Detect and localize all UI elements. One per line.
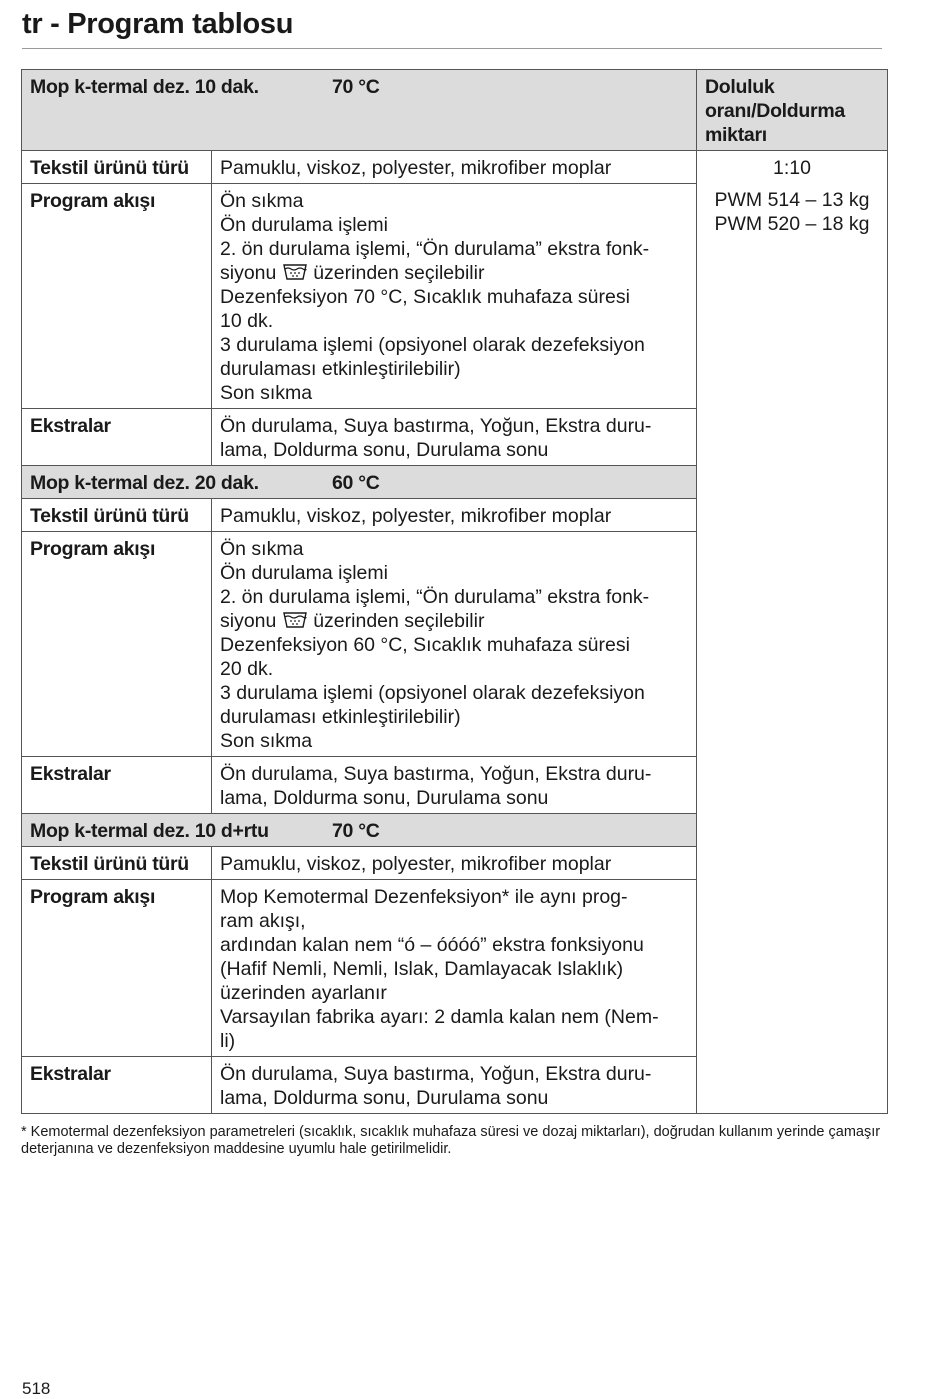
value-line: ardından kalan nem “ó – óóóó” ekstra fonksiyonu — [220, 934, 644, 956]
row-label: Ekstralar — [22, 409, 212, 466]
program-name: Mop k-termal dez. 20 dak. — [30, 472, 259, 494]
row-value — [212, 1057, 697, 1114]
value-line: 3 durulama işlemi (opsiyonel olarak dezefeksiyon — [220, 682, 645, 704]
value-line: Dezenfeksiyon 60 °C, Sıcaklık muhafaza süresi — [220, 634, 630, 656]
page-number: 518 — [22, 1379, 51, 1398]
value-line: li) — [220, 1030, 236, 1052]
value-line: 3 durulama işlemi (opsiyonel olarak dezefeksiyon — [220, 334, 645, 356]
row-value — [212, 499, 697, 532]
value-line: Dezenfeksiyon 70 °C, Sıcaklık muhafaza süresi — [220, 286, 630, 308]
row-value — [212, 847, 697, 880]
row-value — [212, 757, 697, 814]
row-value — [212, 880, 697, 1057]
value-line: 2. ön durulama işlemi, “Ön durulama” ekstra fonk- — [220, 586, 650, 608]
value-line: Ön sıkma — [220, 190, 304, 212]
value-line: Ön sıkma — [220, 538, 304, 560]
page-title: tr - Program tablosu — [22, 8, 294, 40]
value-line: durulaması etkinleştirilebilir) — [220, 706, 461, 728]
program-temperature: 70 °C — [332, 820, 380, 842]
value-line: siyonu üzerinden seçilebilir — [220, 262, 485, 284]
value-line: Varsayılan fabrika ayarı: 2 damla kalan nem (Nem- — [220, 1006, 659, 1028]
row-label: Ekstralar — [22, 757, 212, 814]
program-name: Mop k-termal dez. 10 d+rtu — [30, 820, 269, 842]
prewash-icon — [282, 263, 308, 281]
fill-ratio-cell — [697, 151, 888, 1114]
value-line: lama, Doldurma sonu, Durulama sonu — [220, 1087, 549, 1109]
program-name: Mop k-termal dez. 10 dak. — [30, 76, 259, 98]
value-line: üzerinden ayarlanır — [220, 982, 387, 1004]
row-value — [212, 532, 697, 757]
row-label: Ekstralar — [22, 1057, 212, 1114]
value-line: lama, Doldurma sonu, Durulama sonu — [220, 787, 549, 809]
prewash-icon — [282, 611, 308, 629]
program-header — [22, 70, 697, 151]
value-line: Pamuklu, viskoz, polyester, mikrofiber moplar — [220, 157, 612, 179]
value-line: Pamuklu, viskoz, polyester, mikrofiber moplar — [220, 853, 612, 875]
value-line: ram akışı, — [220, 910, 306, 932]
program-temperature: 70 °C — [332, 76, 380, 98]
value-line: Ön durulama işlemi — [220, 214, 388, 236]
table-row — [22, 151, 888, 184]
value-line: lama, Doldurma sonu, Durulama sonu — [220, 439, 549, 461]
value-line: durulaması etkinleştirilebilir) — [220, 358, 461, 380]
value-line: 2. ön durulama işlemi, “Ön durulama” ekstra fonk- — [220, 238, 650, 260]
program-temperature: 60 °C — [332, 472, 380, 494]
row-value — [212, 409, 697, 466]
fill-ratio-value: 1:10 — [773, 157, 811, 179]
value-line: Mop Kemotermal Dezenfeksiyon* ile aynı prog- — [220, 886, 628, 908]
row-label: Tekstil ürünü türü — [22, 151, 212, 184]
row-value — [212, 184, 697, 409]
title-divider — [22, 48, 882, 49]
program-header — [22, 466, 697, 499]
value-line: (Hafif Nemli, Nemli, Islak, Damlayacak Islaklık) — [220, 958, 624, 980]
value-line: Ön durulama işlemi — [220, 562, 388, 584]
row-label: Tekstil ürünü türü — [22, 499, 212, 532]
value-line: Son sıkma — [220, 730, 313, 752]
row-label: Program akışı — [22, 532, 212, 757]
value-line: Ön durulama, Suya bastırma, Yoğun, Ekstra duru- — [220, 1063, 652, 1085]
load-capacity: PWM 514 – 13 kg — [714, 189, 870, 211]
load-capacity: PWM 520 – 18 kg — [714, 213, 870, 235]
value-line: siyonu üzerinden seçilebilir — [220, 610, 485, 632]
value-line: Pamuklu, viskoz, polyester, mikrofiber moplar — [220, 505, 612, 527]
program-header — [22, 814, 697, 847]
row-label: Program akışı — [22, 880, 212, 1057]
footnote: * Kemotermal dezenfeksiyon parametreleri (sıcaklık, sıcaklık muhafaza süresi ve dozaj miktarları), doğrudan kullanım yerinde çamaşır deterjanına ve dezenfeksiyon maddesine uyumlu hale getirilmelidir. — [21, 1124, 881, 1157]
value-line: Ön durulama, Suya bastırma, Yoğun, Ekstra duru- — [220, 415, 652, 437]
row-value — [212, 151, 697, 184]
program-table — [21, 69, 888, 1114]
value-line: 10 dk. — [220, 310, 274, 332]
value-line: 20 dk. — [220, 658, 274, 680]
value-line: Ön durulama, Suya bastırma, Yoğun, Ekstra duru- — [220, 763, 652, 785]
row-label: Program akışı — [22, 184, 212, 409]
row-label: Tekstil ürünü türü — [22, 847, 212, 880]
value-line: Son sıkma — [220, 382, 313, 404]
fill-ratio-header: Doluluk oranı/Doldurma miktarı — [697, 70, 888, 151]
